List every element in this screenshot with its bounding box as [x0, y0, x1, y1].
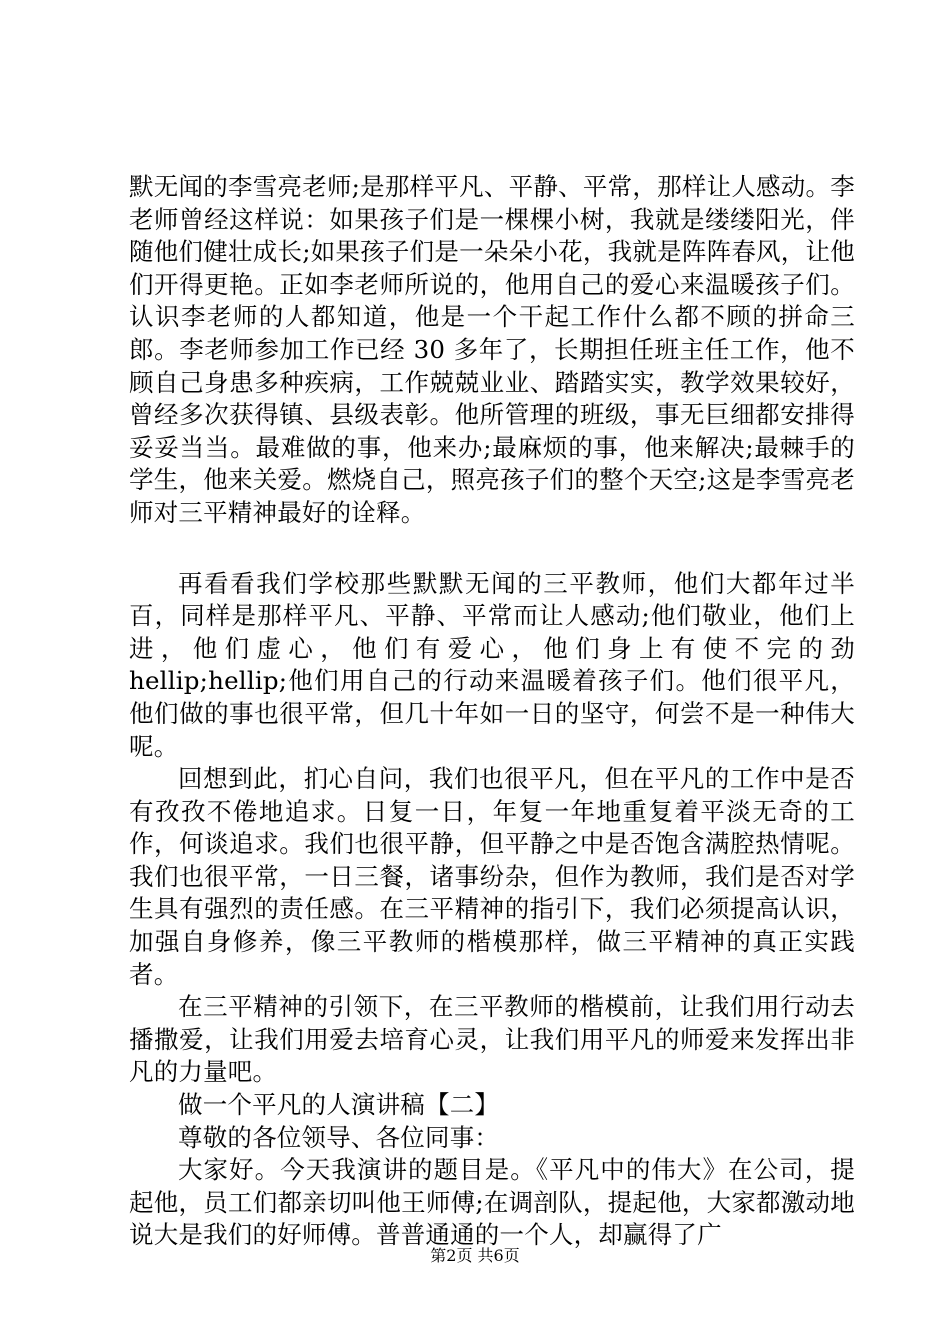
- paragraph-self-reflection: 回想到此，扪心自问，我们也很平凡，但在平凡的工作中是否有孜孜不倦地追求。日复一日，年复一年地重复着平淡无奇的工作，何谈追求。我们也很平静，但平静之中是否饱含满腔热情呢。我们也很平常，一日三餐，诸事纷杂，但作为教师，我们是否对学生具有强烈的责任感。在三平精神的指引下，我们必须提高认识，加强自身修养，像三平教师的楷模那样，做三平精神的真正实践者。: [129, 764, 855, 989]
- document-body: [129, 171, 855, 1252]
- paragraph-sanping-teachers: 再看看我们学校那些默默无闻的三平教师，他们大都年过半百，同样是那样平凡、平静、平常而让人感动;他们敬业，他们上进，他们虚心，他们有爱心，他们身上有使不完的劲 hellip;hellip;他们用自己的行动来温暖着孩子们。他们很平凡，他们做的事也很平常，但几十年如一日的坚守，何尝不是一种伟大呢。: [129, 568, 855, 761]
- salutation: 尊敬的各位领导、各位同事：: [178, 1122, 500, 1152]
- paragraph-li-xueliang: 默无闻的李雪亮老师;是那样平凡、平静、平常，那样让人感动。李老师曾经这样说：如果孩子们是一棵棵小树，我就是缕缕阳光，伴随他们健壮成长;如果孩子们是一朵朵小花，我就是阵阵春风，让他们开得更艳。正如李老师所说的，他用自己的爱心来温暖孩子们。认识李老师的人都知道，他是一个干起工作什么都不顾的拼命三郎。李老师参加工作已经 30 多年了，长期担任班主任工作，他不顾自己身患多种疾病，工作兢兢业业、踏踏实实，教学效果较好，曾经多次获得镇、县级表彰。他所管理的班级，事无巨细都安排得妥妥当当。最难做的事，他来办;最麻烦的事，他来解决;最棘手的学生，他来关爱。燃烧自己，照亮孩子们的整个天空;这是李雪亮老师对三平精神最好的诠释。: [129, 172, 855, 527]
- paragraph-call-to-action: 在三平精神的引领下，在三平教师的楷模前，让我们用行动去播撒爱，让我们用爱去培育心灵，让我们用平凡的师爱来发挥出非凡的力量吧。: [129, 992, 855, 1087]
- section-heading: 做一个平凡的人演讲稿【二】: [178, 1090, 500, 1120]
- page-number-footer: 第2页 共6页: [430, 1246, 520, 1265]
- paragraph-speech-opening: 大家好。今天我演讲的题目是。《平凡中的伟大》在公司，提起他，员工们都亲切叫他王师傅;在调剖队，提起他，大家都激动地说大是我们的好师傅。普普通通的一个人，却赢得了广: [129, 1155, 855, 1250]
